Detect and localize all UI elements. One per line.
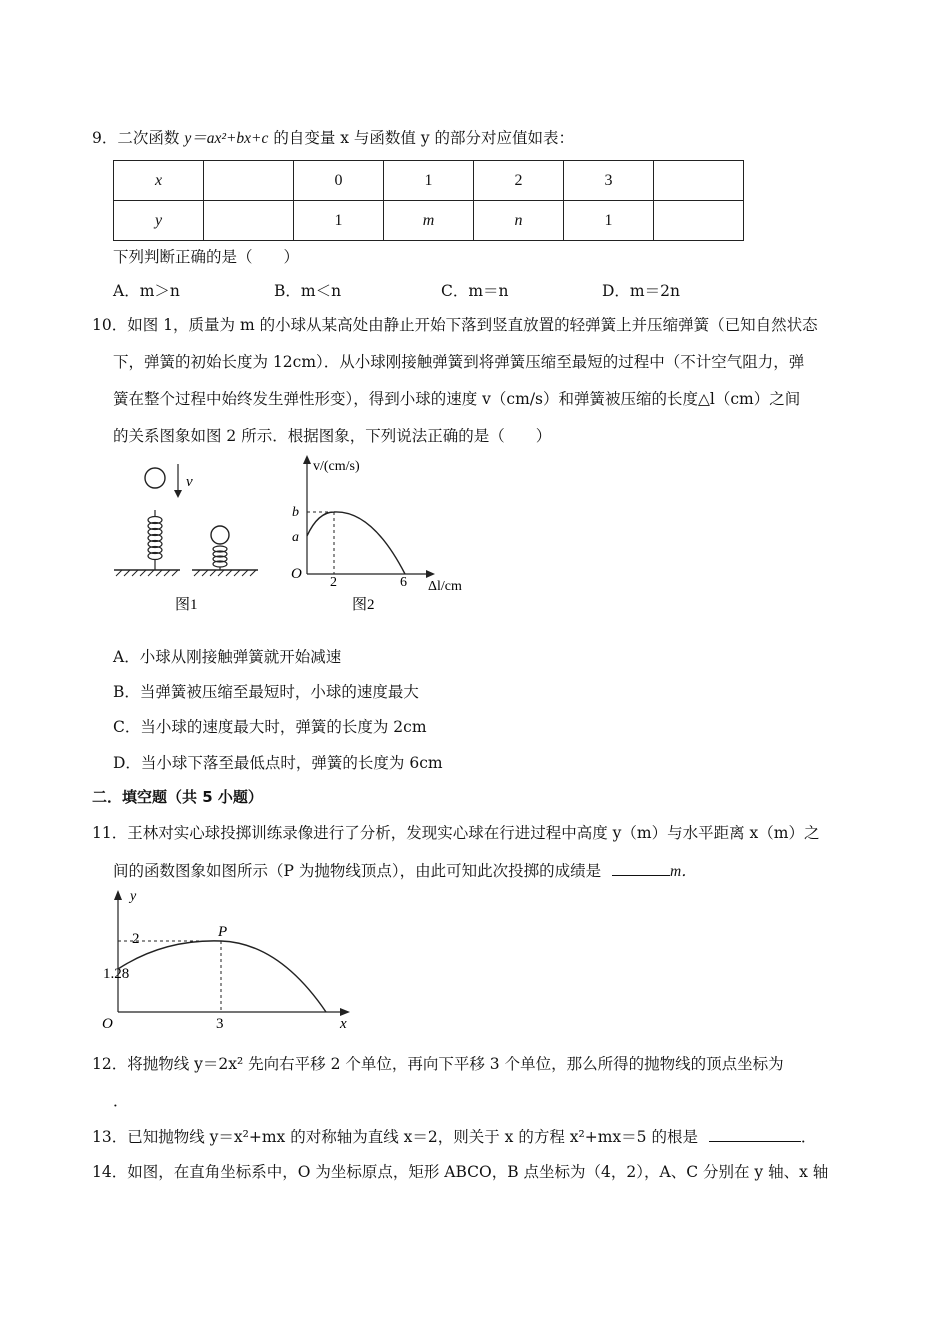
q11-text-2: 间的函数图象如图所示（P 为抛物线顶点），由此可知此次投掷的成绩是 xyxy=(113,862,602,880)
q9-option-d[interactable]: D．m＝2n xyxy=(602,282,680,300)
fig-3-label: 3 xyxy=(216,1016,224,1032)
q11-unit: m． xyxy=(670,863,697,880)
q12-text: 将抛物线 y＝2x² 先向右平移 2 个单位，再向下平移 3 个单位，那么所得的抛物线的顶点坐标为 xyxy=(127,1055,784,1073)
fig2-y-label: v/(cm/s) xyxy=(313,459,360,474)
ball-icon xyxy=(145,468,165,488)
fig-origin: O xyxy=(102,1016,113,1032)
q12-line-2: ． xyxy=(113,1092,129,1110)
table-cell: 0 xyxy=(294,161,384,201)
q10-text-1: 如图 1，质量为 m 的小球从某高处由静止开始下落到竖直放置的轻弹簧上并压缩弹簧（已知自然状态 xyxy=(127,316,818,334)
q10-option-a[interactable]: A．小球从刚接触弹簧就开始减速 xyxy=(113,648,342,666)
fig2-caption: 图2 xyxy=(352,597,375,613)
q9-formula: y＝ax²+bx+c xyxy=(184,130,269,147)
q14-number: 14． xyxy=(92,1163,128,1181)
fig-x-label: x xyxy=(340,1016,347,1032)
q10-line-3: 簧在整个过程中始终发生弹性形变），得到小球的速度 v（cm/s）和弹簧被压缩的长度△l（cm）之间 xyxy=(113,390,801,408)
fig-vertex-label: P xyxy=(218,924,228,940)
table-cell: y xyxy=(114,201,204,241)
q9-option-c[interactable]: C．m＝n xyxy=(441,282,509,300)
fig2-tick-2: 2 xyxy=(330,575,337,590)
q9-prompt: 下列判断正确的是（ ） xyxy=(113,248,300,266)
q11-answer-blank[interactable] xyxy=(612,859,670,876)
table-row-y xyxy=(114,201,744,241)
fig2-a-label: a xyxy=(292,530,299,545)
q10-number: 10． xyxy=(92,316,128,334)
fig1-velocity-label: v xyxy=(186,474,193,490)
fig-2-label: 2 xyxy=(132,931,140,947)
q9-stem-pre: 二次函数 xyxy=(117,129,185,147)
q11-figure xyxy=(104,884,364,1030)
q10-line-2: 下，弹簧的初始长度为 12cm）．从小球刚接触弹簧到将弹簧压缩至最短的过程中（不计空气阻力，弹 xyxy=(113,353,805,371)
section-heading: 二．填空题（共 5 小题） xyxy=(92,788,263,806)
q13-number: 13． xyxy=(92,1128,128,1146)
q11-number: 11． xyxy=(92,824,128,842)
q13-end: ． xyxy=(800,1128,817,1146)
fig2-x-label: Δl/cm xyxy=(428,579,462,594)
table-cell: x xyxy=(114,161,204,201)
ground-hatch xyxy=(116,570,178,576)
table-cell: m xyxy=(384,201,474,241)
q11-text-1: 王林对实心球投掷训练录像进行了分析，发现实心球在行进过程中高度 y（m）与水平距离 x（m）之 xyxy=(127,824,820,842)
velocity-curve xyxy=(307,512,405,574)
trajectory-curve xyxy=(118,941,326,1012)
q9-value-table xyxy=(113,160,744,241)
q11-line-1 xyxy=(92,822,820,844)
q10-line-4: 的关系图象如图 2 所示．根据图象，下列说法正确的是（ ） xyxy=(113,427,552,445)
table-cell xyxy=(654,201,744,241)
fig-y-label: y xyxy=(130,889,137,904)
ball-icon xyxy=(211,526,229,544)
table-row-x xyxy=(114,161,744,201)
q13-text: 已知抛物线 y＝x²+mx 的对称轴为直线 x＝2，则关于 x 的方程 x²+mx＝5 的根是 xyxy=(127,1128,698,1146)
table-cell xyxy=(654,161,744,201)
fig2-origin: O xyxy=(291,566,302,582)
q12-number: 12． xyxy=(92,1055,128,1073)
q13-answer-blank[interactable] xyxy=(709,1125,801,1142)
table-cell: 3 xyxy=(564,161,654,201)
q10-option-c[interactable]: C．当小球的速度最大时，弹簧的长度为 2cm xyxy=(113,718,427,736)
fig2-b-label: b xyxy=(292,505,299,520)
q9-option-b[interactable]: B．m＜n xyxy=(274,282,342,300)
spring-icon xyxy=(148,517,162,560)
q10-figure-2 xyxy=(282,452,482,618)
q10-option-b[interactable]: B．当弹簧被压缩至最短时，小球的速度最大 xyxy=(113,683,419,701)
q9-stem xyxy=(92,127,574,150)
table-cell xyxy=(204,201,294,241)
q9-stem-post: 的自变量 x 与函数值 y 的部分对应值如表： xyxy=(268,129,575,147)
q9-number: 9． xyxy=(92,129,118,147)
q10-line-1 xyxy=(92,314,818,336)
fig-128-label: 1.28 xyxy=(103,966,130,982)
q9-option-a[interactable]: A．m＞n xyxy=(113,282,180,300)
fig2-tick-6: 6 xyxy=(400,575,407,590)
q10-option-d[interactable]: D．当小球下落至最低点时，弹簧的长度为 6cm xyxy=(113,754,443,772)
q13-line xyxy=(92,1125,816,1148)
table-cell: 2 xyxy=(474,161,564,201)
fig1-caption: 图1 xyxy=(175,597,198,613)
compressed-spring-icon xyxy=(213,546,227,567)
q11-line-2 xyxy=(113,859,697,883)
table-cell: n xyxy=(474,201,564,241)
q14-text: 如图，在直角坐标系中，O 为坐标原点，矩形 ABCO，B 点坐标为（4，2），A、C 分别在 y 轴、x 轴 xyxy=(127,1163,829,1181)
q10-figure-1 xyxy=(108,458,268,618)
table-cell: 1 xyxy=(294,201,384,241)
q14-line xyxy=(92,1161,828,1183)
table-cell xyxy=(204,161,294,201)
q12-line-1 xyxy=(92,1053,784,1075)
table-cell: 1 xyxy=(564,201,654,241)
table-cell: 1 xyxy=(384,161,474,201)
